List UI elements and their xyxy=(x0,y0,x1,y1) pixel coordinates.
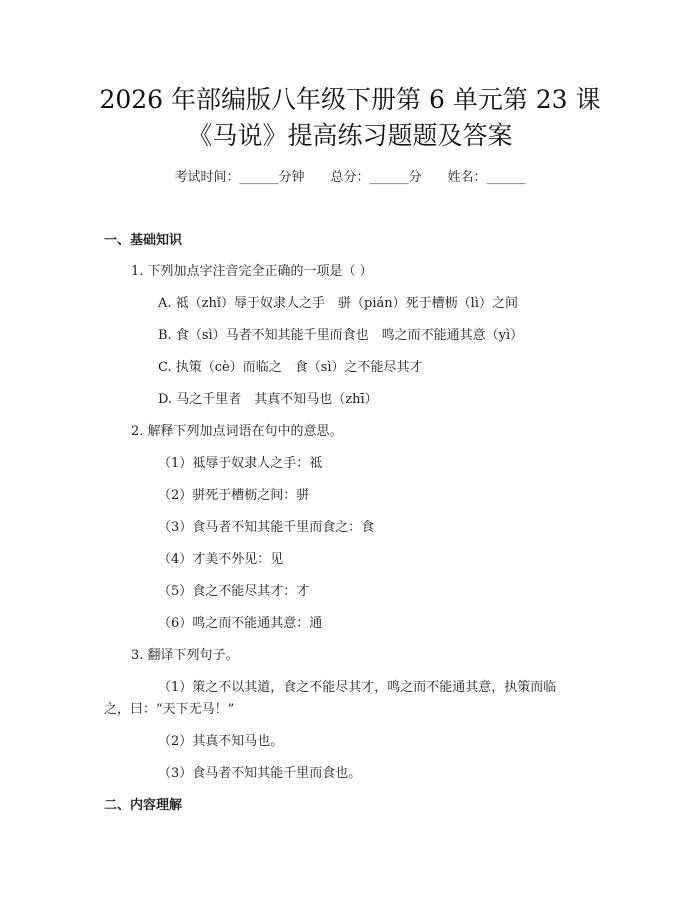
question-2-item-2: （2）骈死于槽枥之间：骈 xyxy=(158,488,310,503)
question-3-stem: 3. 翻译下列句子。 xyxy=(131,648,239,663)
document-title-line-1: 2026 年部编版八年级下册第 6 单元第 23 课 xyxy=(99,85,601,114)
question-1-stem: 1. 下列加点字注音完全正确的一项是（ ） xyxy=(131,264,373,279)
section-heading-content-understanding: 二、内容理解 xyxy=(104,798,183,813)
question-2-item-6: （6）鸣之而不能通其意：通 xyxy=(158,616,323,631)
document-title-line-2: 《马说》提高练习题题及答案 xyxy=(187,121,513,150)
question-2-item-3: （3）食马者不知其能千里而食之：食 xyxy=(158,520,375,535)
question-2-item-4: （4）才美不外见：见 xyxy=(158,552,284,567)
question-2-item-5: （5）食之不能尽其才：才 xyxy=(158,584,310,599)
question-1-option-a: A. 祗（zhǐ）辱于奴隶人之手 骈（pián）死于槽枥（lì）之间 xyxy=(158,296,518,311)
question-3-item-3: （3）食马者不知其能千里而食也。 xyxy=(158,766,362,781)
question-3-item-1: （1）策之不以其道，食之不能尽其才，鸣之而不能通其意，执策而临 xyxy=(158,680,557,695)
question-2-stem: 2. 解释下列加点词语在句中的意思。 xyxy=(131,424,343,439)
question-1-option-c: C. 执策（cè）而临之 食（sì）之不能尽其才 xyxy=(158,360,423,375)
question-1-option-b: B. 食（sì）马者不知其能千里而食也 鸣之而不能通其意（yì） xyxy=(158,328,524,343)
question-3-item-2: （2）其真不知马也。 xyxy=(158,734,284,749)
total-score-field: 总分：______分 xyxy=(330,170,422,185)
question-3-item-1-continued: 之，曰：“天下无马！” xyxy=(104,702,235,717)
exam-time-field: 考试时间：______分钟 xyxy=(174,170,305,185)
question-1-option-d: D. 马之千里者 其真不知马也（zhī） xyxy=(158,392,378,407)
student-name-field: 姓名：______ xyxy=(447,170,526,185)
section-heading-basic-knowledge: 一、基础知识 xyxy=(104,233,183,248)
exam-info xyxy=(0,168,700,188)
question-2-item-1: （1）祗辱于奴隶人之手：祗 xyxy=(158,456,323,471)
